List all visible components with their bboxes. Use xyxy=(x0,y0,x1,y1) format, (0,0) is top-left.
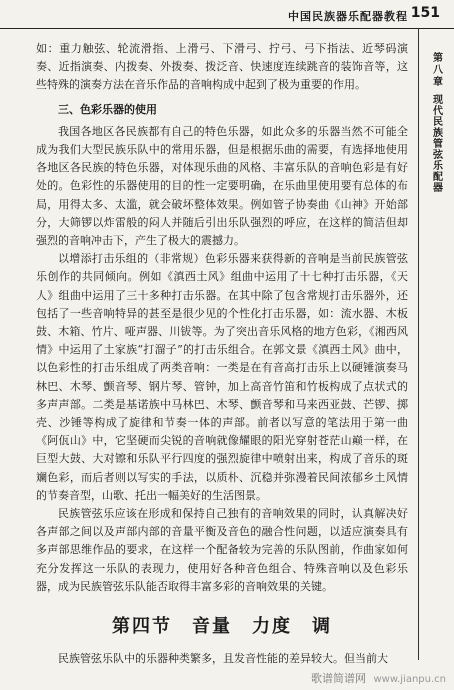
paragraph-5: 民族管弦乐队中的乐器种类繁多，且发音性能的差异较大。但当前大 xyxy=(58,652,388,666)
page-header xyxy=(0,0,454,29)
chapter-side-tab xyxy=(420,52,452,193)
paragraph-3: 以增添打击乐组的（非常规）色彩乐器来获得新的音响是当前民族管弦乐创作的共同倾向。例如《滇西土风》组曲中运用了十七种打击乐器，《天人》组曲中运用了三十多种打击乐器。在其中除了包含常规打击乐器外，还包括了一些音响特异的甚至是很少见的个性化打击乐器，如：流水器、木板鼓、木箱、竹片、哑声器、川钹等。为了突出音乐风格的地方色彩，《湘西风情》中运用了土家族“打溜子”的打击乐组合。在郭文景《滇西土风》曲中，以色彩性的打击乐组成了两类音响：一类是在有音高打击乐上以硬锤演奏马林巴、木琴、颤音琴、钢片琴、管钟，加上高音竹笛和竹板构成了点状式的多声声部。二类是基诺族中马林巴、木琴、颤音琴和马来西亚鼓、芒锣、掷壳、沙锤等构成了旋律和节奏一体的声部。前者以写意的笔法用于第一曲《阿佤山》中，它坚硬而尖锐的音响就像耀眼的阳光穿射苍茫山巅一样，在巨型大鼓、大对镲和乐队平行四度的强烈旋律中喷射出来，构成了音乐的斑斓色彩，而后者则以写实的手法，以质朴、沉稳并弥漫着民间浓郁乡土风情的节奏音型，山歌、托出一幅美好的生活图景。 xyxy=(36,252,408,502)
watermark-text: 歌谱简谱网 xyxy=(310,672,366,685)
page-body xyxy=(36,40,408,669)
paragraph-1: 如：重力触弦、轮流滑指、上滑弓、下滑弓、拧弓、弓下指法、近琴码演奏、近指演奏、内拨奏、外拨奏、拨泛音、快速度连续跳音的装饰音等，这些特殊的演奏方法在音乐作品的音响构成中起到了极为重要的作用。 xyxy=(36,42,408,92)
side-divider xyxy=(418,28,419,660)
page-number: 151 xyxy=(410,5,440,21)
paragraph-2: 我国各地区各民族都有自己的特色乐器，如此众多的乐器当然不可能全成为我们大型民族乐队中的常用乐器，但是根据乐曲的需要，有选择地使用各地区各民族的特色乐器，对体现乐曲的风格、丰富乐队的音响色彩是有好处的。色彩性的乐器使用的目的性一定要明确，在乐曲里使用要有总体的布局，用得太多、太滥，就会破坏整体效果。例如管子协奏曲《山神》开始部分，大筛锣以炸雷般的闷人并随后引出乐队强烈的呼应，在这样的简洁但却强烈的音响冲击下，产生了极大的震撼力。 xyxy=(36,124,408,248)
watermark-url: www.jianpu.cn xyxy=(373,674,446,685)
section-heading: 第四节 音量 力度 调 xyxy=(112,616,332,638)
book-title: 中国民族器乐配器教程 xyxy=(288,10,408,23)
watermark xyxy=(311,670,446,686)
subheading-color-instruments: 三、色彩乐器的使用 xyxy=(58,102,157,116)
side-chapter-label: 第八章 xyxy=(430,52,442,88)
paragraph-4: 民族管弦乐应该在形成和保持自己独有的音响效果的同时，认真解决好各声部之间以及声部内部的音量平衡及音色的融合性问题，以适应演奏具有多声部思维作品的要求，在这样一个配备较为完善的乐队图前，作曲家如何充分发挥这一乐队的表现力，使用好各种音色组合、特殊音响以及色彩乐器，成为民族管弦乐队能否取得丰富多彩的音响效果的关键。 xyxy=(36,507,408,593)
side-chapter-title: 现代民族管弦乐配器 xyxy=(430,94,442,193)
